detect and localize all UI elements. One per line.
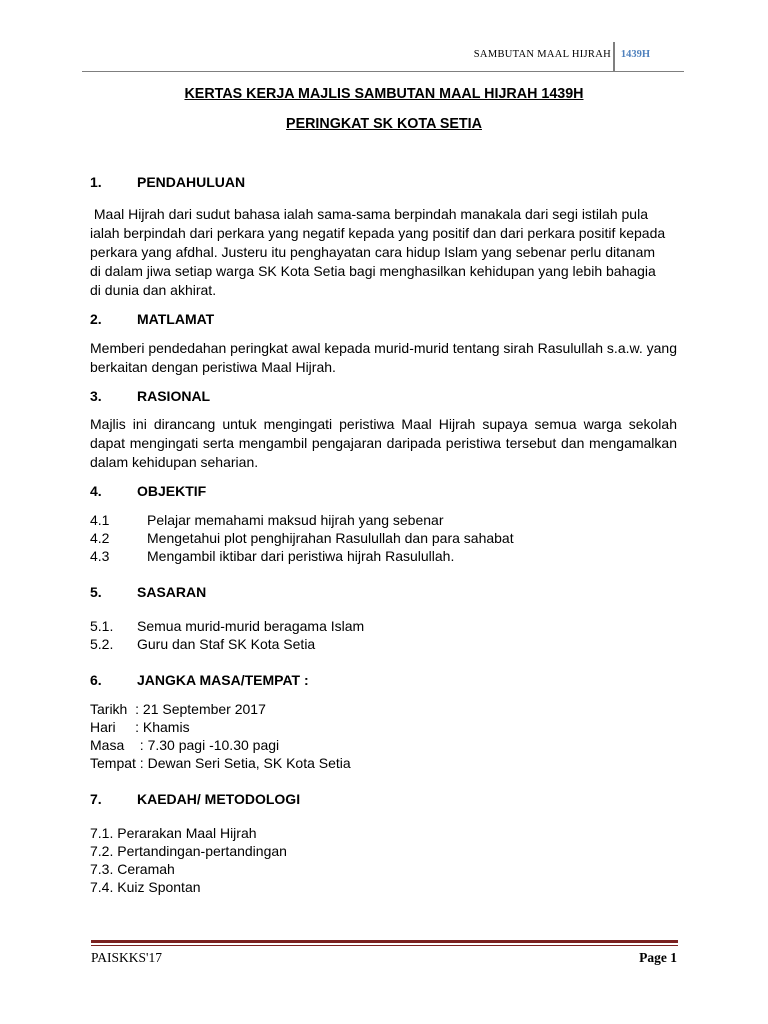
section-label: OBJEKTIF	[137, 483, 207, 499]
document-title: KERTAS KERJA MAJLIS SAMBUTAN MAAL HIJRAH 1439H	[184, 86, 584, 102]
section-number: 2.	[90, 311, 102, 327]
hari-line: Hari : Khamis	[90, 719, 190, 735]
item-text: Semua murid-murid beragama Islam	[137, 618, 365, 634]
pendahuluan-line: Maal Hijrah dari sudut bahasa ialah sama-sama berpindah manakala dari segi istilah pula	[90, 206, 648, 222]
section-number: 3.	[90, 388, 102, 404]
rasional-paragraph: Majlis ini dirancang untuk mengingati peristiwa Maal Hijrah supaya semua warga sekolah dapat mengingati serta mengambil pengajaran daripada peristiwa tersebut dan mengamalkan dalam kehidupan seharian.	[90, 416, 677, 470]
section-number: 7.	[90, 791, 102, 807]
footer-code: PAISKKS'17	[91, 950, 162, 965]
item-number: 4.2	[90, 530, 110, 546]
item-text: Guru dan Staf SK Kota Setia	[137, 636, 316, 652]
section-label: JANGKA MASA/TEMPAT :	[137, 672, 309, 688]
section-label: RASIONAL	[137, 388, 211, 404]
pendahuluan-line: di dunia dan akhirat.	[90, 282, 217, 298]
section-label: KAEDAH/ METODOLOGI	[137, 791, 301, 807]
masa-line: Masa : 7.30 pagi -10.30 pagi	[90, 737, 280, 753]
item-text: Mengetahui plot penghijrahan Rasulullah dan para sahabat	[147, 530, 514, 546]
section-label: PENDAHULUAN	[137, 174, 246, 190]
item-text: Pelajar memahami maksud hijrah yang sebenar	[147, 512, 444, 528]
pendahuluan-line: di dalam jiwa setiap warga SK Kota Setia bagi menghasilkan kehidupan yang lebih bahagia	[90, 263, 656, 279]
section-number: 4.	[90, 483, 102, 499]
pendahuluan-line: perkara yang afdhal. Justeru itu penghayatan cara hidup Islam yang sebenar perlu ditanam	[90, 244, 656, 260]
header-rule	[82, 71, 684, 72]
section-number: 6.	[90, 672, 102, 688]
header-year: 1439H	[620, 49, 650, 60]
item-number: 4.1	[90, 512, 110, 528]
page-header	[82, 40, 684, 72]
item-text: Mengambil iktibar dari peristiwa hijrah Rasulullah.	[147, 548, 455, 564]
tarikh-line: Tarikh : 21 September 2017	[90, 701, 266, 717]
matlamat-paragraph: Memberi pendedahan peringkat awal kepada murid-murid tentang sirah Rasulullah s.a.w. yang berkaitan dengan peristiwa Maal Hijrah.	[90, 340, 677, 375]
section-label: SASARAN	[137, 584, 207, 600]
header-title: SAMBUTAN MAAL HIJRAH	[473, 49, 611, 60]
pendahuluan-line: ialah berpindah dari perkara yang negatif kepada yang positif dan dari perkara positif kepada	[90, 225, 666, 241]
item-number: 5.1.	[90, 618, 114, 634]
item-number: 4.3	[90, 548, 110, 564]
kaedah-item: 7.4. Kuiz Spontan	[90, 879, 201, 895]
page-number: Page 1	[639, 950, 677, 965]
section-number: 5.	[90, 584, 102, 600]
tempat-line: Tempat : Dewan Seri Setia, SK Kota Setia	[90, 755, 351, 771]
section-label: MATLAMAT	[137, 311, 215, 327]
document-subtitle: PERINGKAT SK KOTA SETIA	[286, 116, 482, 132]
item-number: 5.2.	[90, 636, 114, 652]
footer-rule-thick	[91, 940, 678, 943]
kaedah-item: 7.2. Pertandingan-pertandingan	[90, 843, 287, 859]
kaedah-item: 7.1. Perarakan Maal Hijrah	[90, 825, 257, 841]
kaedah-item: 7.3. Ceramah	[90, 861, 175, 877]
footer-rule-thin	[91, 945, 678, 946]
section-number: 1.	[90, 174, 102, 190]
header-divider	[613, 42, 615, 71]
